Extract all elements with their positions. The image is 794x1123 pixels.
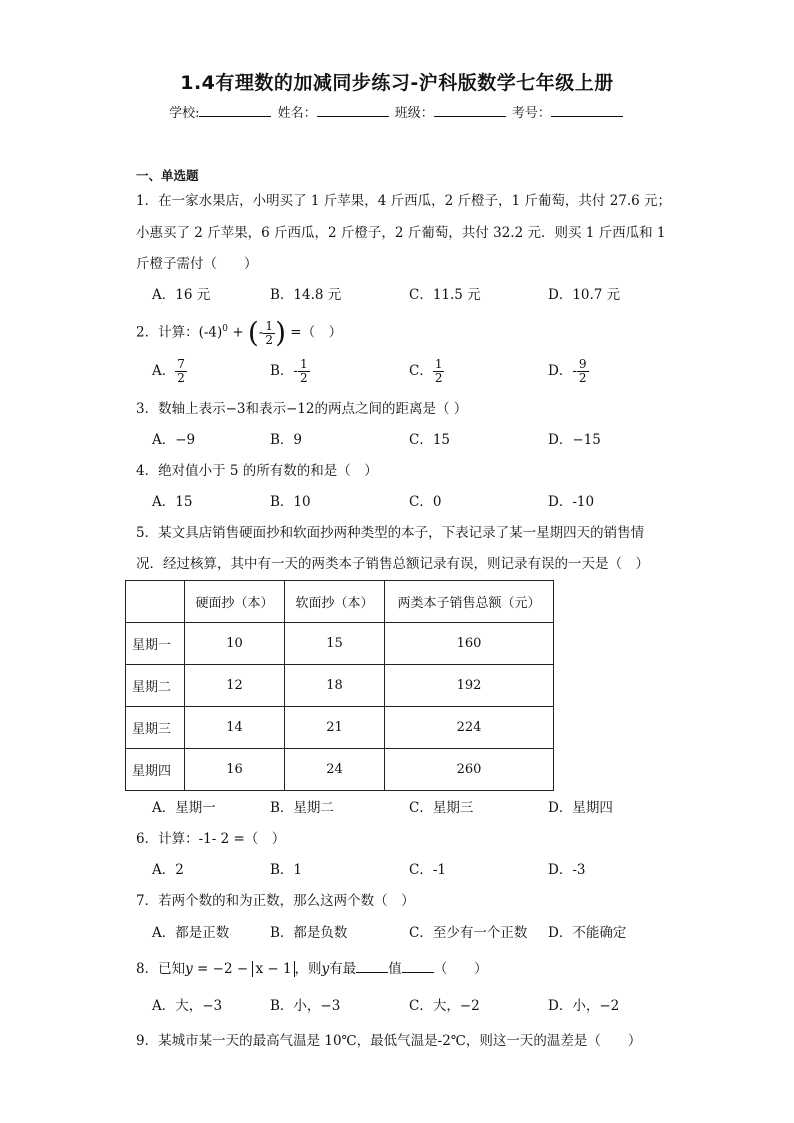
option-c[interactable]: C．至少有一个正数: [409, 925, 528, 941]
option-b[interactable]: B．都是负数: [270, 925, 348, 941]
option-b[interactable]: B．1: [270, 862, 303, 878]
question-1-line-3: 斤橙子需付（ ）: [136, 256, 258, 272]
option-a[interactable]: A．2: [152, 862, 184, 878]
option-c[interactable]: C． $\frac{1}{2}$: [409, 357, 443, 385]
table-cell: 192: [385, 665, 554, 707]
table-row: [126, 623, 554, 665]
option-a[interactable]: A．−9: [152, 432, 196, 448]
name-blank: [317, 104, 389, 117]
table-cell: 260: [385, 749, 554, 791]
sales-table: [125, 580, 554, 791]
right-paren-glyph: ): [275, 316, 286, 349]
question-8-mid: ，则: [294, 961, 322, 977]
question-8-after: 有最: [329, 961, 357, 977]
student-info-line: [0, 102, 794, 121]
option-d[interactable]: D．-10: [548, 494, 595, 510]
option-c[interactable]: C．大，−2: [409, 998, 480, 1014]
name-label: 姓名：: [277, 106, 317, 121]
table-header-cell: 两类本子销售总额（元）: [385, 581, 554, 623]
table-cell: 14: [185, 707, 285, 749]
question-2-exponent: 0: [222, 324, 229, 334]
question-1-line-2: 小惠买了 2 斤苹果，6 斤西瓜，2 斤橙子，2 斤葡萄，共付 32.2 元．则买 1 斤西瓜和 1: [136, 225, 666, 241]
option-c[interactable]: C．-1: [409, 862, 446, 878]
question-9: 9．某城市某一天的最高气温是 10℃，最低气温是-2℃，则这一天的温差是（ ）: [136, 1033, 642, 1049]
class-label: 班级：: [394, 106, 434, 121]
class-blank: [434, 104, 506, 117]
table-cell: 16: [185, 749, 285, 791]
table-cell: 星期四: [126, 749, 185, 791]
option-a[interactable]: A．星期一: [152, 800, 216, 816]
question-8-equation: = −2 −: [192, 961, 253, 977]
option-b[interactable]: B．14.8 元: [270, 287, 342, 303]
table-cell: 星期一: [126, 623, 185, 665]
question-1-line-1: 1．在一家水果店，小明买了 1 斤苹果，4 斤西瓜，2 斤橙子，1 斤葡萄，共付 27.6 元；: [136, 193, 672, 209]
school-label: 学校:: [169, 106, 200, 121]
question-8-prefix: 8．已知: [136, 961, 186, 977]
option-c[interactable]: C．15: [409, 432, 451, 448]
question-3: 3．数轴上表示−3和表示−12的两点之间的距离是（ ）: [136, 401, 468, 417]
absolute-value: x − 1: [252, 961, 294, 977]
question-4-options: [152, 487, 712, 517]
question-1-options: [152, 280, 712, 310]
question-7: 7．若两个数的和为正数，那么这两个数（ ）: [136, 893, 415, 909]
variable-y: y: [185, 961, 193, 977]
option-d[interactable]: D．- $\frac{9}{2}$: [548, 357, 587, 385]
option-d[interactable]: D．不能确定: [548, 925, 627, 941]
fraction-numerator: 1: [265, 318, 274, 333]
question-2-base: (-4): [198, 324, 223, 341]
variable-y-2: y: [321, 961, 330, 977]
option-a[interactable]: A．15: [152, 494, 193, 510]
question-2-fraction: [263, 320, 275, 347]
question-8-options: [152, 991, 712, 1021]
question-6-options: [152, 855, 712, 885]
option-c[interactable]: C．11.5 元: [409, 287, 481, 303]
option-b[interactable]: B．10: [270, 494, 311, 510]
question-2-prefix: 2．计算：: [136, 324, 199, 341]
question-7-options: [152, 918, 712, 948]
question-5-line-2: 况．经过核算，其中有一天的两类本子销售总额记录有误，则记录有误的一天是（ ）: [136, 556, 649, 572]
exam-no-blank: [551, 104, 623, 117]
question-8: [136, 954, 676, 984]
option-d[interactable]: D．10.7 元: [548, 287, 621, 303]
table-row: [126, 665, 554, 707]
left-paren-glyph: (: [247, 316, 259, 349]
question-5-line-1: 5．某文具店销售硬面抄和软面抄两种类型的本子，下表记录了某一星期四天的销售情: [136, 525, 645, 541]
table-cell: 21: [285, 707, 385, 749]
fraction-denominator: 2: [265, 332, 274, 347]
answer-blank-2[interactable]: [402, 960, 434, 973]
option-b[interactable]: B．- $\frac{1}{2}$: [270, 357, 308, 385]
option-d[interactable]: D．星期四: [548, 800, 613, 816]
option-d[interactable]: D．-3: [548, 862, 586, 878]
section-heading: 一、单选题: [136, 168, 199, 183]
option-b[interactable]: B．9: [270, 432, 303, 448]
option-b[interactable]: B．星期二: [270, 800, 334, 816]
question-8-mid2: 值: [388, 961, 402, 977]
question-2-suffix: =（ ）: [290, 324, 343, 341]
table-row: [126, 749, 554, 791]
table-cell: 160: [385, 623, 554, 665]
question-6: 6．计算：-1- 2 =（ ）: [136, 831, 286, 847]
table-header-row: [126, 581, 554, 623]
question-2-options: [152, 356, 712, 386]
question-3-options: [152, 425, 712, 455]
question-4: 4．绝对值小于 5 的所有数的和是（ ）: [136, 463, 378, 479]
question-2-minus: -: [258, 324, 264, 341]
table-cell: 18: [285, 665, 385, 707]
question-2-plus: +: [232, 324, 244, 341]
table-cell: 星期二: [126, 665, 185, 707]
option-a[interactable]: A．16 元: [152, 287, 211, 303]
question-2: [136, 314, 676, 348]
question-8-suffix: （ ）: [433, 961, 488, 977]
school-blank: [199, 104, 271, 117]
question-5-options: [152, 793, 712, 823]
table-cell: 星期三: [126, 707, 185, 749]
option-d[interactable]: D．−15: [548, 432, 601, 448]
page-title: 1.4有理数的加减同步练习-沪科版数学七年级上册: [180, 72, 614, 94]
table-row: [126, 707, 554, 749]
option-c[interactable]: C．星期三: [409, 800, 474, 816]
option-a[interactable]: A． $\frac{7}{2}$: [152, 357, 185, 385]
option-a[interactable]: A．大，−3: [152, 998, 223, 1014]
table-header-cell: [126, 581, 185, 623]
table-cell: 24: [285, 749, 385, 791]
answer-blank-1[interactable]: [356, 960, 388, 973]
table-cell: 12: [185, 665, 285, 707]
option-c[interactable]: C．0: [409, 494, 442, 510]
option-a[interactable]: A．都是正数: [152, 925, 230, 941]
table-cell: 15: [285, 623, 385, 665]
table-header-cell: 硬面抄（本）: [185, 581, 285, 623]
table-cell: 224: [385, 707, 554, 749]
table-cell: 10: [185, 623, 285, 665]
option-d[interactable]: D．小，−2: [548, 998, 620, 1014]
exam-no-label: 考号：: [511, 106, 551, 121]
option-b[interactable]: B．小，−3: [270, 998, 341, 1014]
table-header-cell: 软面抄（本）: [285, 581, 385, 623]
